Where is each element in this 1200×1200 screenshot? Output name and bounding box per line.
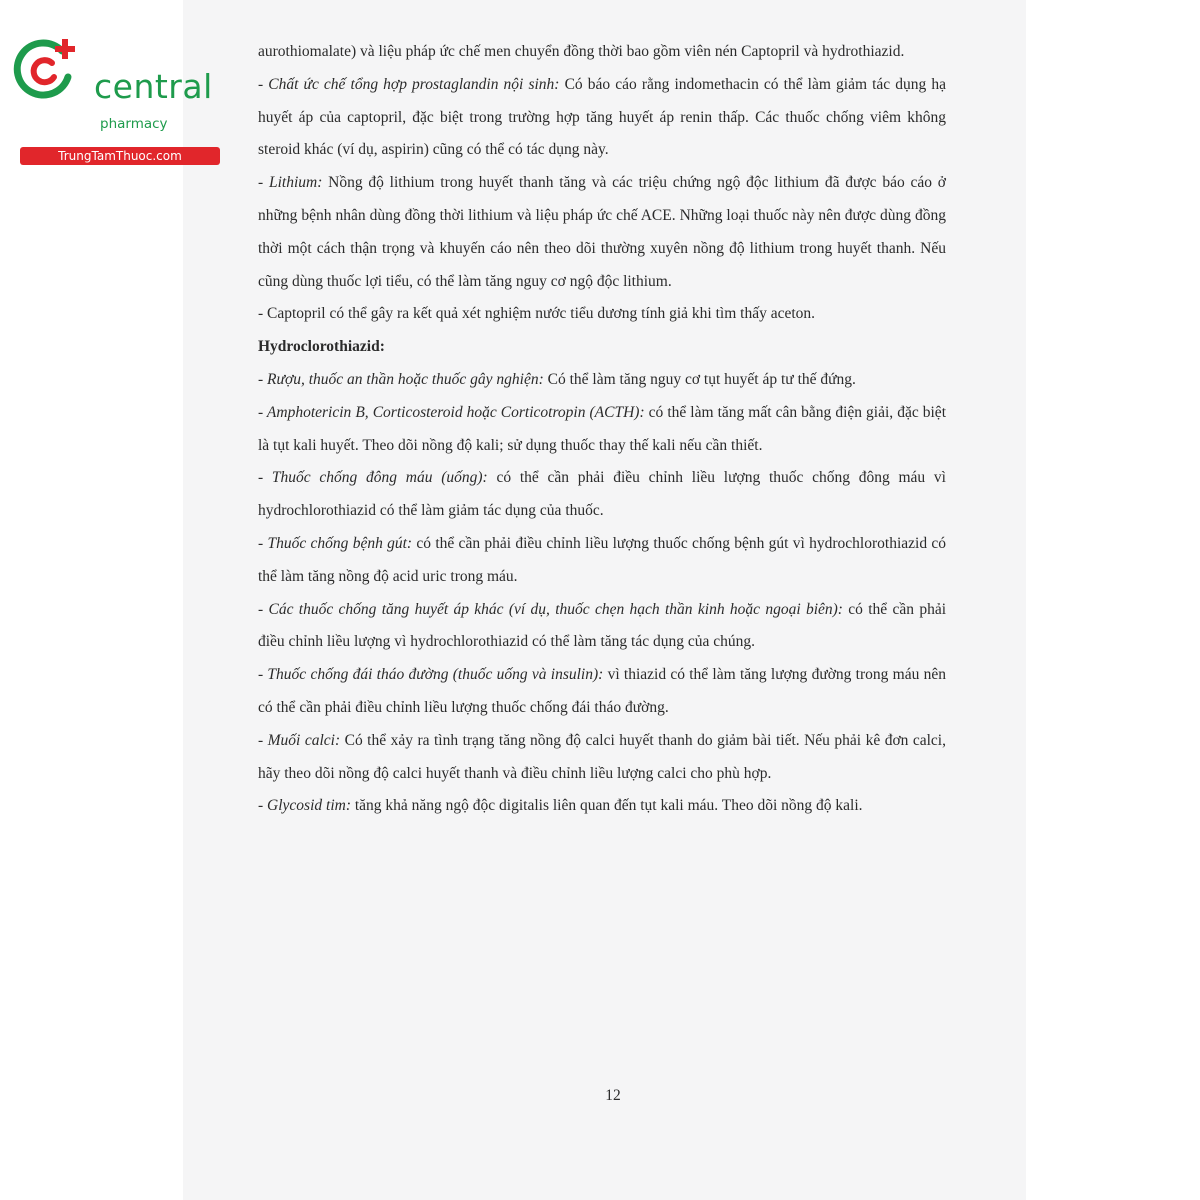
paragraph-lead: - Chất ức chế tổng hợp prostaglandin nội sinh: — [258, 75, 560, 93]
paragraph-text: có thể cần phải điều chỉnh liều lượng thuốc chống bệnh gút vì hydrochlorothiazid có thể làm tăng nồng độ acid uric trong máu. — [258, 534, 947, 585]
paragraph — [258, 462, 946, 528]
paragraph — [258, 69, 946, 167]
central-pharmacy-logo — [10, 30, 215, 163]
paragraph — [258, 594, 946, 660]
paragraph — [258, 397, 946, 463]
paragraph-lead: - Muối calci: — [258, 731, 341, 749]
pharmacy-cross-logo-icon — [10, 35, 80, 105]
section-heading — [258, 331, 946, 364]
paragraph — [258, 725, 946, 791]
paragraph-lead: - Thuốc chống đái tháo đường (thuốc uống và insulin): — [258, 666, 604, 684]
page-number: 12 — [605, 1087, 621, 1104]
paragraph-text: có thể cần phải điều chỉnh liều lượng vì hydrochlorothiazid có thể làm tăng tác dụng của chúng. — [258, 600, 947, 651]
paragraph-text: Có thể làm tăng nguy cơ tụt huyết áp tư thế đứng. — [543, 370, 856, 388]
paragraph-lead: - Rượu, thuốc an thần hoặc thuốc gây nghiện: — [258, 370, 544, 388]
paragraph-text: có thể làm tăng mất cân bằng điện giải, đặc biệt là tụt kali huyết. Theo dõi nồng độ kali; sử dụng thuốc thay thế kali nếu cần thiết. — [258, 403, 946, 454]
section-heading-text: Hydroclorothiazid: — [258, 338, 385, 356]
paragraph-lead: - Các thuốc chống tăng huyết áp khác (ví dụ, thuốc chẹn hạch thần kinh hoặc ngoại biên): — [258, 600, 843, 618]
paragraph-lead: - Amphotericin B, Corticosteroid hoặc Corticotropin (ACTH): — [258, 403, 645, 421]
paragraph-text: Có thể xảy ra tình trạng tăng nồng độ calci huyết thanh do giảm bài tiết. Nếu phải kê đơn calci, hãy theo dõi nồng độ calci huyết thanh và điều chỉnh liều lượng calci cho phù hợp. — [258, 731, 946, 782]
paragraph-lead: - Thuốc chống đông máu (uống): — [258, 469, 488, 487]
paragraph — [258, 659, 946, 725]
paragraph-text: Có báo cáo rằng indomethacin có thể làm giảm tác dụng hạ huyết áp của captopril, đặc biệt trong trường hợp tăng huyết áp renin thấp. Các thuốc chống viêm không steroid khác (ví dụ, aspirin) cũng có thể có tác dụng này. — [258, 75, 946, 159]
paragraph-text: vì thiazid có thể làm tăng lượng đường trong máu nên có thể cần phải điều chỉnh liều lượng thuốc chống đái tháo đường. — [258, 666, 946, 716]
paragraph — [258, 298, 946, 331]
brand-website-banner: TrungTamThuoc.com — [20, 147, 220, 165]
paragraph-lead: - Glycosid tim: — [258, 797, 351, 815]
paragraph — [258, 167, 946, 298]
brand-name: central — [94, 67, 213, 106]
document-body — [258, 36, 946, 823]
paragraph — [258, 790, 946, 823]
paragraph — [258, 36, 946, 69]
paragraph-text: - Captopril có thể gây ra kết quả xét nghiệm nước tiểu dương tính giả khi tìm thấy aceton. — [258, 305, 816, 323]
paragraph-text: Nồng độ lithium trong huyết thanh tăng và các triệu chứng ngộ độc lithium đã được báo cáo ở những bệnh nhân dùng đồng thời lithium và liệu pháp ức chế ACE. Những loại thuốc này nên được dùng đồng thời một cách thận trọng và khuyến cáo nên theo dõi thường xuyên nồng độ lithium trong huyết thanh. Nếu cũng dùng thuốc lợi tiểu, có thể làm tăng nguy cơ ngộ độc lithium. — [258, 174, 946, 290]
paragraph — [258, 528, 946, 594]
paragraph-lead: - Thuốc chống bệnh gút: — [258, 534, 413, 552]
paragraph-lead: - Lithium: — [258, 174, 323, 192]
paragraph-text: tăng khả năng ngộ độc digitalis liên quan đến tụt kali máu. Theo dõi nồng độ kali. — [350, 797, 863, 815]
paragraph-text: có thể cần phải điều chỉnh liều lượng thuốc chống đông máu vì hydrochlorothiazid có thể làm giảm tác dụng của thuốc. — [258, 469, 946, 520]
paragraph-text: aurothiomalate) và liệu pháp ức chế men chuyển đồng thời bao gồm viên nén Captopril và hydrothiazid. — [258, 43, 905, 60]
brand-subtitle: pharmacy — [100, 116, 168, 132]
paragraph — [258, 364, 946, 397]
